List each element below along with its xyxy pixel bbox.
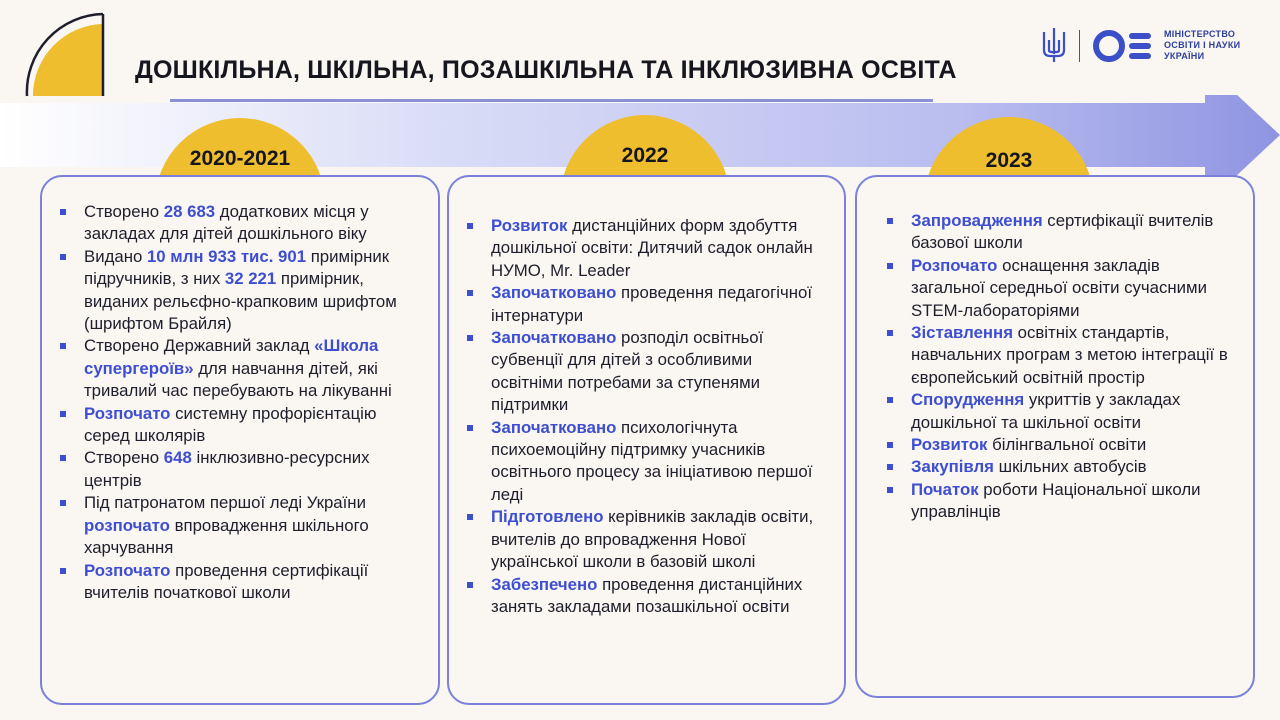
list-item (461, 282, 826, 327)
highlight-text: Розвиток (911, 435, 988, 455)
list-item (881, 322, 1233, 389)
ministry-name-line3: УКРАЇНИ (1164, 51, 1205, 61)
item-text: шкільних автобусів (993, 457, 1147, 477)
list-item (461, 417, 826, 507)
item-text: Створено (84, 202, 164, 221)
ministry-name-line1: МІНІСТЕРСТВО (1164, 29, 1236, 39)
highlight-text: 10 млн 933 тис. 901 (146, 246, 307, 266)
item-text: Під патронатом першої леді України (84, 493, 366, 513)
list-item (54, 246, 420, 336)
highlight-text: «Школа супергероїв» (84, 336, 379, 378)
highlight-text: Початок (911, 479, 979, 499)
highlight-text: Запровадження (911, 211, 1043, 230)
list-item (881, 479, 1233, 524)
item-text: оснащення закладів загальної середньої освіти сучасними STEM-лабораторіями (911, 255, 1207, 320)
highlight-text: Закупівля (911, 457, 994, 477)
item-text: керівників закладів освіти, вчителів до впровадження Нової української школи в базовій школі (491, 507, 814, 572)
list-item (54, 335, 420, 402)
highlight-text: Розпочато (911, 255, 998, 275)
list-item (881, 434, 1233, 456)
trident-icon (1041, 26, 1067, 64)
highlight-text: розпочато (84, 515, 170, 535)
list-item (881, 255, 1233, 322)
item-text: проведення педагогічної інтернатури (491, 283, 812, 325)
year-label: 2022 (621, 144, 669, 167)
page-title: ДОШКІЛЬНА, ШКІЛЬНА, ПОЗАШКІЛЬНА ТА ІНКЛЮЗИВНА ОСВІТА (135, 56, 957, 84)
list-item (54, 201, 420, 246)
highlight-text: Розпочато (84, 560, 171, 580)
list-item (881, 210, 1233, 255)
list-item (881, 456, 1233, 478)
list-item (54, 403, 420, 448)
highlight-text: 32 221 (224, 269, 277, 289)
list-item (461, 506, 826, 573)
column-card-2020-2021 (40, 175, 440, 705)
item-text: роботи Національної школи управлінців (911, 479, 1201, 522)
year-label: 2023 (985, 149, 1033, 172)
item-text: білінгвальної освіти (987, 435, 1147, 455)
item-text: Створено Державний заклад (84, 336, 315, 356)
list-item (461, 215, 826, 282)
item-text: Створено (84, 448, 164, 468)
item-text: сертифікації вчителів базової школи (911, 211, 1214, 253)
item-text: розподіл освітньої субвенції для дітей з особливими освітніми потребами за ступенями підтримки (491, 328, 764, 415)
list-item (881, 389, 1233, 434)
achievements-list (881, 210, 1233, 524)
title-underline (170, 99, 933, 102)
list-item (54, 447, 420, 492)
highlight-text: Спорудження (911, 390, 1025, 410)
item-text: укриттів у закладах дошкільної та шкільної освіти (911, 390, 1181, 432)
corner-quarter-circle-logo (25, 12, 105, 98)
item-text: примірник, виданих рельєфно-крапковим шрифтом (шрифтом Брайля) (84, 269, 397, 334)
item-text: психологічнута психоемоційну підтримку учасників освітнього процесу за ініціативою першої леді (491, 417, 813, 504)
column-card-2023 (855, 175, 1255, 698)
achievements-list (461, 215, 826, 618)
item-text: Видано (84, 246, 147, 266)
highlight-text: Зіставлення (911, 323, 1013, 343)
highlight-text: Підготовлено (491, 507, 604, 527)
highlight-text: Започатковано (491, 283, 617, 303)
highlight-text: 648 (163, 448, 192, 468)
item-text: інклюзивно-ресурсних центрів (84, 448, 370, 490)
item-text: додаткових місця у закладах для дітей дошкільного віку (84, 202, 369, 244)
item-text: освітніх стандартів, навчальних програм з метою інтеграції в європейський освітній простір (911, 323, 1228, 387)
list-item (54, 492, 420, 559)
logo-separator (1079, 30, 1080, 62)
item-text: системну профорієнтацію серед школярів (84, 403, 377, 446)
highlight-text: Забезпечено (491, 574, 598, 594)
highlight-text: Започатковано (491, 417, 617, 437)
achievements-list (54, 201, 420, 604)
list-item (461, 574, 826, 619)
highlight-text: Започатковано (491, 328, 617, 348)
ministry-name-line2: ОСВІТИ І НАУКИ (1164, 40, 1241, 50)
list-item (54, 560, 420, 605)
item-text: дистанційних форм здобуття дошкільної освіти: Дитячий садок онлайн НУМО, Mr. Leader (491, 216, 813, 280)
ministry-emblem-icon (1091, 28, 1153, 64)
highlight-text: Розвиток (491, 216, 568, 235)
highlight-text: Розпочато (84, 403, 171, 423)
year-label: 2020-2021 (189, 147, 291, 170)
item-text: проведення дистанційних занять закладами позашкільної освіти (491, 574, 803, 616)
column-card-2022 (447, 175, 846, 705)
item-text: для навчання дітей, які тривалий час перебувають на лікуванні (84, 358, 392, 401)
item-text: впровадження шкільного харчування (84, 515, 369, 558)
highlight-text: 28 683 (163, 202, 216, 221)
item-text: проведення сертифікації вчителів початкової школи (84, 560, 369, 602)
list-item (461, 327, 826, 417)
item-text: примірник підручників, з них (84, 246, 390, 289)
